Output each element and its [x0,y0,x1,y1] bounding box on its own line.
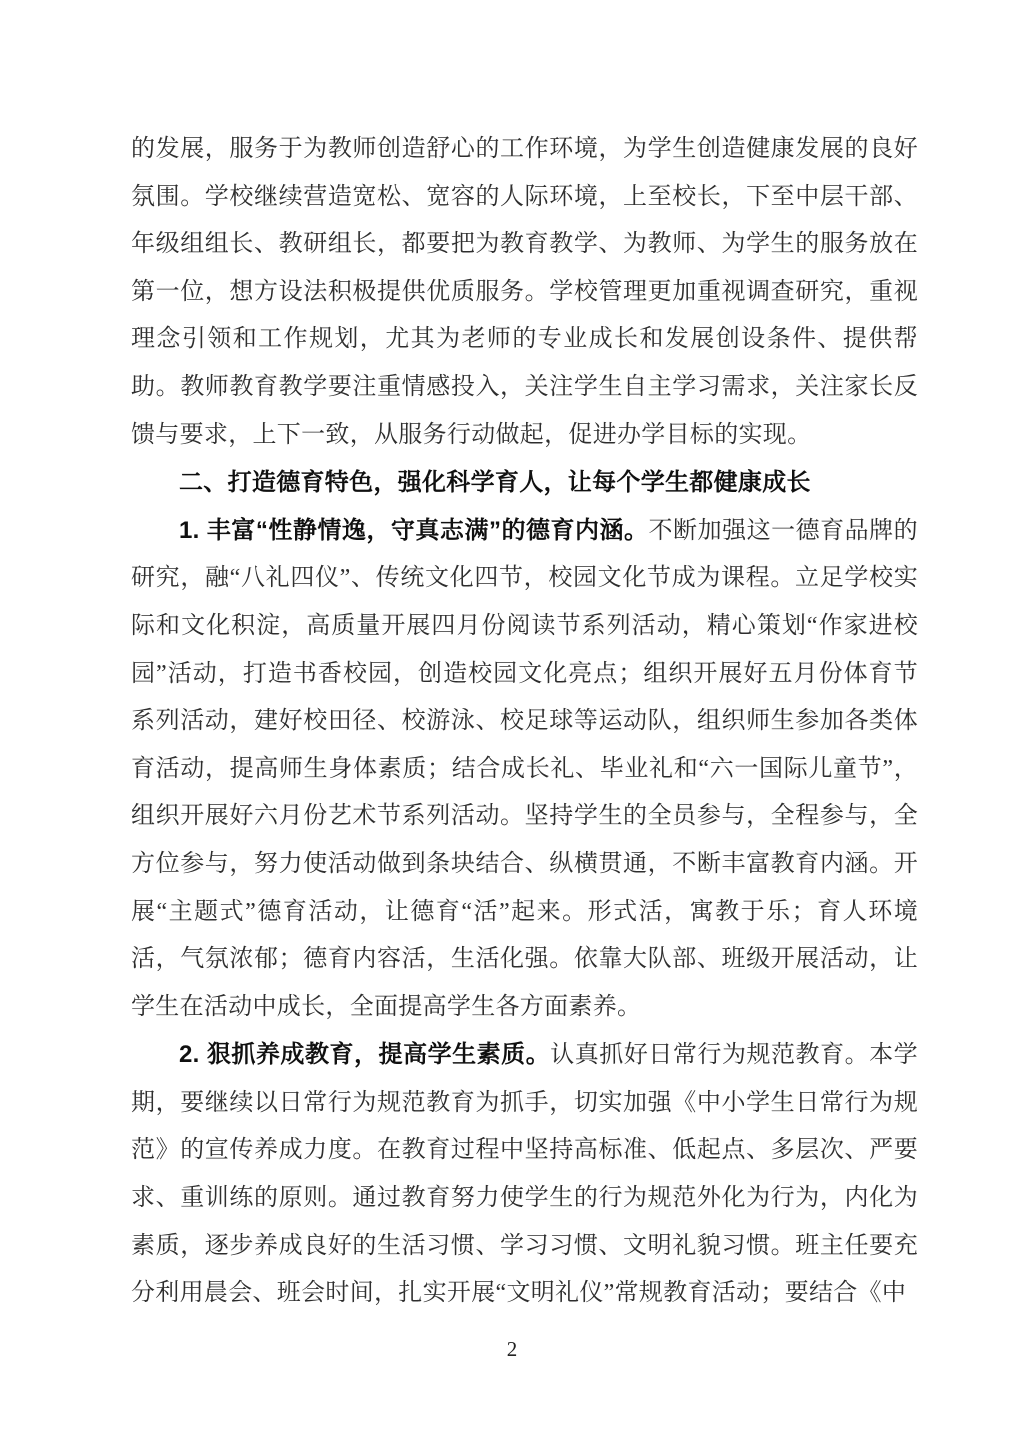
document-body [131,126,918,1318]
item-1-body-text: 不断加强这一德育品牌的研究，融“八礼四仪”、传统文化四节，校园文化节成为课程。立足学校实际和文化积淀，高质量开展四月份阅读节系列活动，精心策划“作家进校园”活动，打造书香校园，创造校园文化亮点；组织开展好五月份体育节系列活动，建好校田径、校游泳、校足球等运动队，组织师生参加各类体育活动，提高师生身体素质；结合成长礼、毕业礼和“六一国际儿童节”，组织开展好六月份艺术节系列活动。坚持学生的全员参与，全程参与，全方位参与，努力使活动做到条块结合、纵横贯通，不断丰富教育内涵。开展“主题式”德育活动，让德育“活”起来。形式活，寓教于乐；育人环境活，气氛浓郁；德育内容活，生活化强。依靠大队部、班级开展活动，让学生在活动中成长，全面提高学生各方面素养。 [131,517,918,1020]
item-2-lead-text: 2. 狠抓养成教育，提高学生素质。 [179,1041,551,1069]
page-number: 2 [506,1337,518,1361]
item-2-body-text: 认真抓好日常行为规范教育。本学期，要继续以日常行为规范教育为抓手，切实加强《中小学生日常行为规范》的宣传养成力度。在教育过程中坚持高标准、低起点、多层次、严要求、重训练的原则。通过教育努力使学生的行为规范外化为行为，内化为素质，逐步养成良好的生活习惯、学习习惯、文明礼貌习惯。班主任要充分利用晨会、班会时间，扎实开展“文明礼仪”常规教育活动；要结合《中 [131,1042,918,1307]
paragraph-continued [131,126,918,459]
item-1-lead-text: 1. 丰富“性静情逸，守真志满”的德育内涵。 [179,516,649,544]
paragraph-item-2 [131,1031,918,1318]
section-heading [131,459,918,507]
section-heading-text: 二、打造德育特色，强化科学育人，让每个学生都健康成长 [179,469,811,497]
paragraph-text: 的发展，服务于为教师创造舒心的工作环境，为学生创造健康发展的良好氛围。学校继续营造宽松、宽容的人际环境，上至校长，下至中层干部、年级组组长、教研组长，都要把为教育教学、为教师、为学生的服务放在第一位，想方设法积极提供优质服务。学校管理更加重视调查研究，重视理念引领和工作规划，尤其为老师的专业成长和发展创设条件、提供帮助。教师教育教学要注重情感投入，关注学生自主学习需求，关注家长反馈与要求，上下一致，从服务行动做起，促进办学目标的实现。 [131,136,918,448]
paragraph-item-1 [131,507,918,1032]
